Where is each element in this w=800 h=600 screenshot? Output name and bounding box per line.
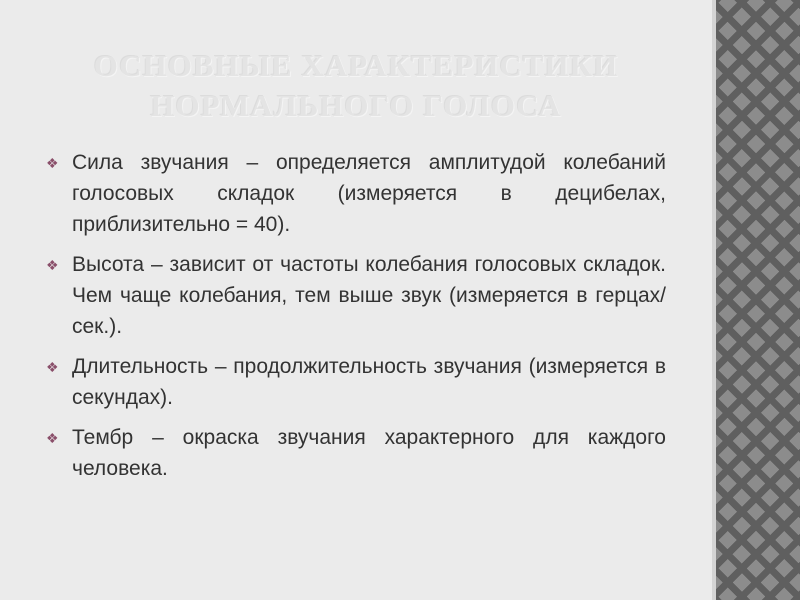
diamond-bullet-icon: ❖: [46, 359, 59, 375]
bullet-item-loudness: [46, 147, 666, 240]
diamond-bullet-icon: ❖: [46, 257, 59, 273]
slide-title: ОСНОВНЫЕ ХАРАКТЕРИСТИКИ НОРМАЛЬНОГО ГОЛОСА: [93, 48, 619, 123]
decorative-pattern-strip: [712, 0, 800, 600]
bullet-text: Длительность – продолжительность звучания (измеряется в секундах).: [72, 355, 666, 409]
bullet-text: Высота – зависит от частоты колебания голосовых складок. Чем чаще колебания, тем выше звук (измеряется в герцах/сек.).: [72, 253, 666, 338]
diamond-bullet-icon: ❖: [46, 155, 59, 171]
bullet-text: Тембр – окраска звучания характерного для каждого человека.: [72, 426, 666, 480]
bullet-item-timbre: [46, 422, 666, 484]
bullet-list: [46, 147, 666, 493]
bullet-text: Сила звучания – определяется амплитудой колебаний голосовых складок (измеряется в децибелах, приблизительно = 40).: [72, 151, 666, 236]
bullet-item-pitch: [46, 249, 666, 342]
diamond-bullet-icon: ❖: [46, 430, 59, 446]
bullet-item-duration: [46, 351, 666, 413]
